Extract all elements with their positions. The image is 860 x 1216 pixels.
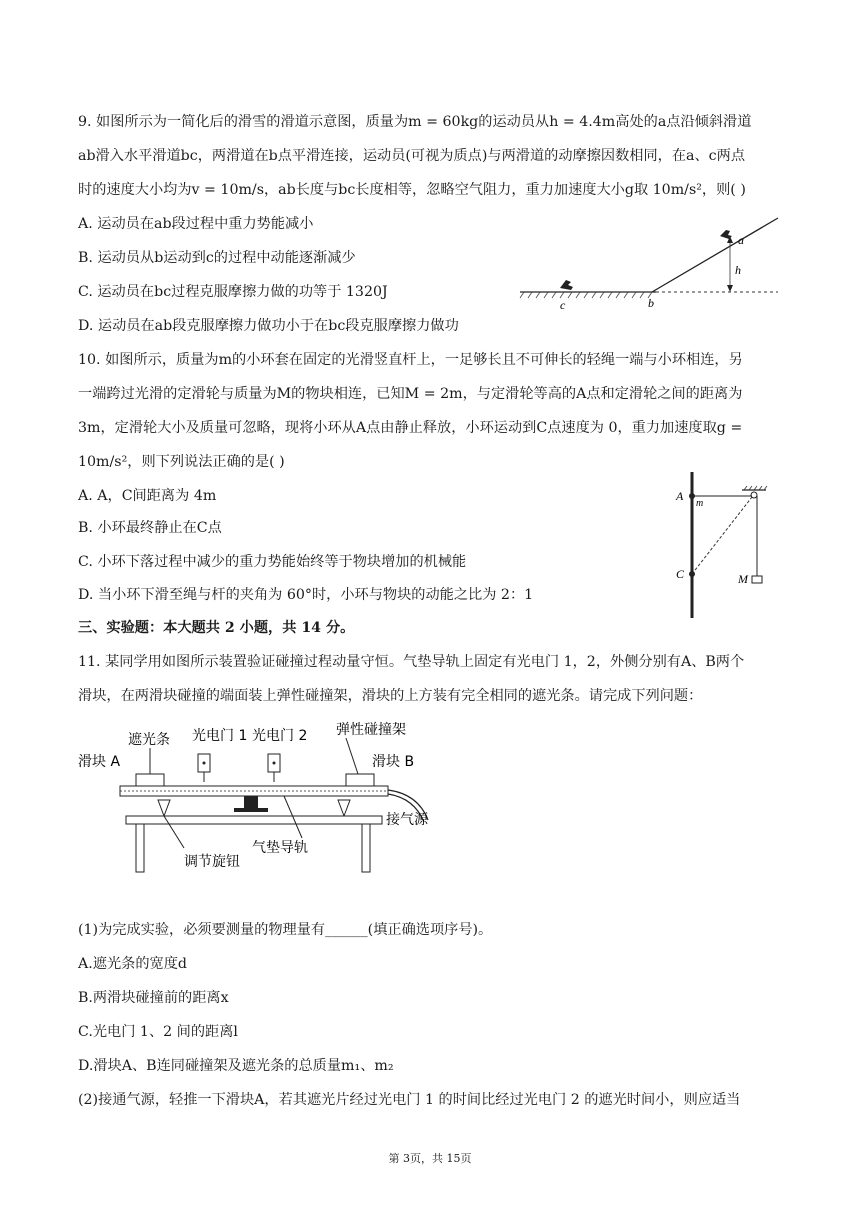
label-air-source: 接气源 [386, 812, 428, 828]
block-M [752, 576, 762, 583]
q9-option-b: B. 运动员从b运动到c的过程中动能逐渐减少 [78, 250, 356, 266]
label-knob: 调节旋钮 [184, 854, 240, 870]
q11-part-2: (2)接通气源，轻推一下滑块A，若其遮光片经过光电门 1 的时间比经过光电门 2 的遮光时间小，则应适当 [78, 1092, 741, 1108]
slider-a-icon [136, 774, 164, 786]
label-track: 气垫导轨 [252, 840, 308, 856]
q9-line-3: 时的速度大小均为v = 10m/s，ab长度与bc长度相等，忽略空气阻力，重力加速度大小g取 10m/s²，则( ) [78, 182, 746, 198]
q9-option-d: D. 运动员在ab段克服摩擦力做功小于在bc段克服摩擦力做功 [78, 318, 459, 334]
slider-b-icon [346, 774, 374, 786]
ski-slope-figure [516, 212, 786, 312]
q11-option-d: D.滑块A、B连同碰撞架及遮光条的总质量m₁、m₂ [78, 1058, 394, 1074]
label-A: A [676, 489, 684, 503]
q11-line-1: 11. 某同学用如图所示装置验证碰撞过程动量守恒。气垫导轨上固定有光电门 1，2，外侧分别有A、B两个 [78, 654, 745, 670]
label-C: C [676, 567, 685, 581]
section-3-heading: 三、实验题：本大题共 2 小题，共 14 分。 [78, 620, 355, 636]
label-c: c [560, 298, 566, 312]
q9-line-1: 9. 如图所示为一简化后的滑雪的滑道示意图，质量为m = 60kg的运动员从h = 4.4m高处的a点沿倾斜滑道 [78, 114, 752, 130]
label-a: a [738, 233, 744, 247]
q10-line-1: 10. 如图所示，质量为m的小环套在固定的光滑竖直杆上，一足够长且不可伸长的轻绳一端与小环相连，另 [78, 352, 743, 368]
label-h: h [735, 263, 741, 277]
skier-bottom-icon [560, 280, 573, 290]
label-gate1: 光电门 1 [192, 728, 248, 744]
label-shade: 遮光条 [128, 732, 170, 748]
q9-line-2: ab滑入水平滑道bc，两滑道在b点平滑连接，运动员(可视为质点)与两滑道的动摩擦因数相同，在a、c两点 [78, 148, 746, 164]
skier-top-icon [720, 230, 732, 239]
q10-line-2: 一端跨过光滑的定滑轮与质量为M的物块相连，已知M = 2m，与定滑轮等高的A点和定滑轮之间的距离为 [78, 386, 743, 402]
q11-part-1: (1)为完成实验，必须要测量的物理量有______(填正确选项序号)。 [78, 922, 493, 938]
ring-at-C [689, 571, 695, 577]
q10-option-b: B. 小环最终静止在C点 [78, 520, 222, 536]
ring-at-A [689, 493, 695, 499]
q10-line-3: 3m，定滑轮大小及质量可忽略，现将小环从A点由静止释放，小环运动到C点速度为 0，重力加速度取g = [78, 420, 743, 436]
label-gate2: 光电门 2 [252, 728, 308, 744]
mount-block [244, 796, 258, 808]
q9-option-a: A. 运动员在ab段过程中重力势能减小 [78, 216, 314, 232]
q11-line-2: 滑块，在两滑块碰撞的端面装上弹性碰撞架，滑块的上方装有完全相同的遮光条。请完成下列问题： [78, 688, 703, 704]
q10-option-a: A. A，C间距离为 4m [78, 488, 217, 504]
q9-option-c: C. 运动员在bc过程克服摩擦力做的功等于 1320J [78, 284, 388, 300]
label-M: M [738, 572, 748, 586]
label-slider-b: 滑块 B [372, 754, 415, 770]
q11-option-a: A.遮光条的宽度d [78, 956, 187, 972]
q10-line-4: 10m/s²，则下列说法正确的是( ) [78, 454, 285, 470]
air-track-figure [74, 720, 454, 890]
q11-option-b: B.两滑块碰撞前的距离x [78, 990, 229, 1006]
label-b: b [648, 296, 654, 310]
q11-option-c: C.光电门 1、2 间的距离l [78, 1024, 238, 1040]
label-m: m [696, 498, 704, 509]
label-bumper: 弹性碰撞架 [336, 722, 406, 738]
q10-option-d: D. 当小环下滑至绳与杆的夹角为 60°时，小环与物块的动能之比为 2：1 [78, 587, 534, 603]
ring-pulley-figure [668, 470, 778, 620]
q10-option-c: C. 小环下落过程中减少的重力势能始终等于物块增加的机械能 [78, 554, 467, 570]
page-footer: 第 3页，共 15页 [388, 1152, 472, 1165]
label-slider-a: 滑块 A [78, 754, 121, 770]
